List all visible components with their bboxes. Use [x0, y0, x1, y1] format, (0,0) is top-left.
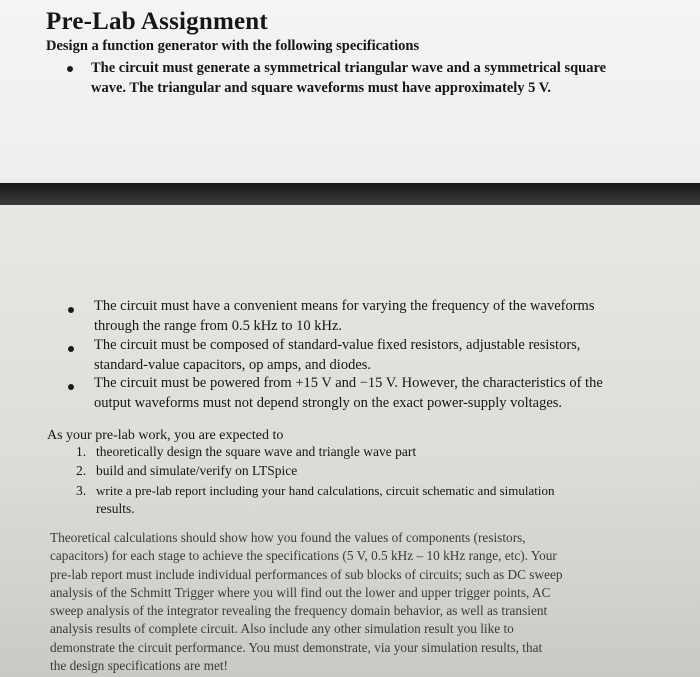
page-title: Pre-Lab Assignment: [46, 8, 268, 35]
spec-item-waveforms: [91, 58, 638, 98]
bullet-icon: [68, 346, 74, 352]
spec-line: standard-value capacitors, op amps, and diodes.: [94, 357, 372, 373]
bullet-icon: [67, 66, 73, 72]
prelab-item-number: 3.: [76, 483, 87, 498]
theory-line: sweep analysis of the integrator revealing the frequency domain behavior, as well as transient: [50, 603, 548, 619]
prelab-item-number: 2.: [76, 463, 87, 478]
bullet-icon: [68, 307, 74, 313]
spec-item-frequency: [94, 296, 640, 336]
spec-line: The circuit must be powered from +15 V and −15 V. However, the characteristics of the: [94, 375, 603, 391]
spec-line: The circuit must be composed of standard-value fixed resistors, adjustable resistors,: [94, 337, 581, 353]
theory-line: demonstrate the circuit performance. You must demonstrate, via your simulation results, that: [50, 639, 543, 655]
theory-line: analysis of the Schmitt Trigger where you will find out the lower and upper trigger points, AC: [50, 584, 551, 600]
spec-line: output waveforms must not depend strongly on the exact power-supply voltages.: [94, 395, 563, 411]
prelab-item-line: results.: [96, 501, 135, 516]
theory-line: capacitors) for each stage to achieve the specifications (5 V, 0.5 kHz – 10 kHz range, etc). Your: [50, 548, 557, 564]
theory-line: the design specifications are met!: [50, 658, 228, 674]
prelab-item-line: write a pre-lab report including your hand calculations, circuit schematic and simulation: [96, 483, 555, 498]
spec-item-components: [94, 335, 640, 375]
assignment-subtitle: Design a function generator with the following specifications: [46, 38, 420, 54]
theory-paragraph: [50, 529, 640, 675]
theory-line: Theoretical calculations should show how you found the values of components (resistors,: [50, 530, 526, 545]
spec-line: wave. The triangular and square waveforms must have approximately 5 V.: [91, 80, 551, 96]
prelab-item-report: [96, 483, 640, 517]
spec-item-power: [94, 373, 640, 413]
spec-line: through the range from 0.5 kHz to 10 kHz.: [94, 318, 343, 334]
spec-line: The circuit must generate a symmetrical triangular wave and a symmetrical square: [91, 60, 607, 76]
page-fold-shadow: [0, 183, 700, 205]
prelab-item-simulate: build and simulate/verify on LTSpice: [96, 463, 298, 478]
prelab-intro: As your pre-lab work, you are expected to: [47, 428, 284, 443]
spec-line: The circuit must have a convenient means for varying the frequency of the waveforms: [94, 298, 595, 314]
theory-line: analysis results of complete circuit. Also include any other simulation result you like to: [50, 621, 514, 637]
bullet-icon: [68, 384, 74, 390]
prelab-item-number: 1.: [76, 444, 87, 459]
theory-line: pre-lab report must include individual performances of sub blocks of circuits; such as DC sweep: [50, 566, 563, 582]
prelab-item-design: theoretically design the square wave and triangle wave part: [96, 444, 417, 459]
